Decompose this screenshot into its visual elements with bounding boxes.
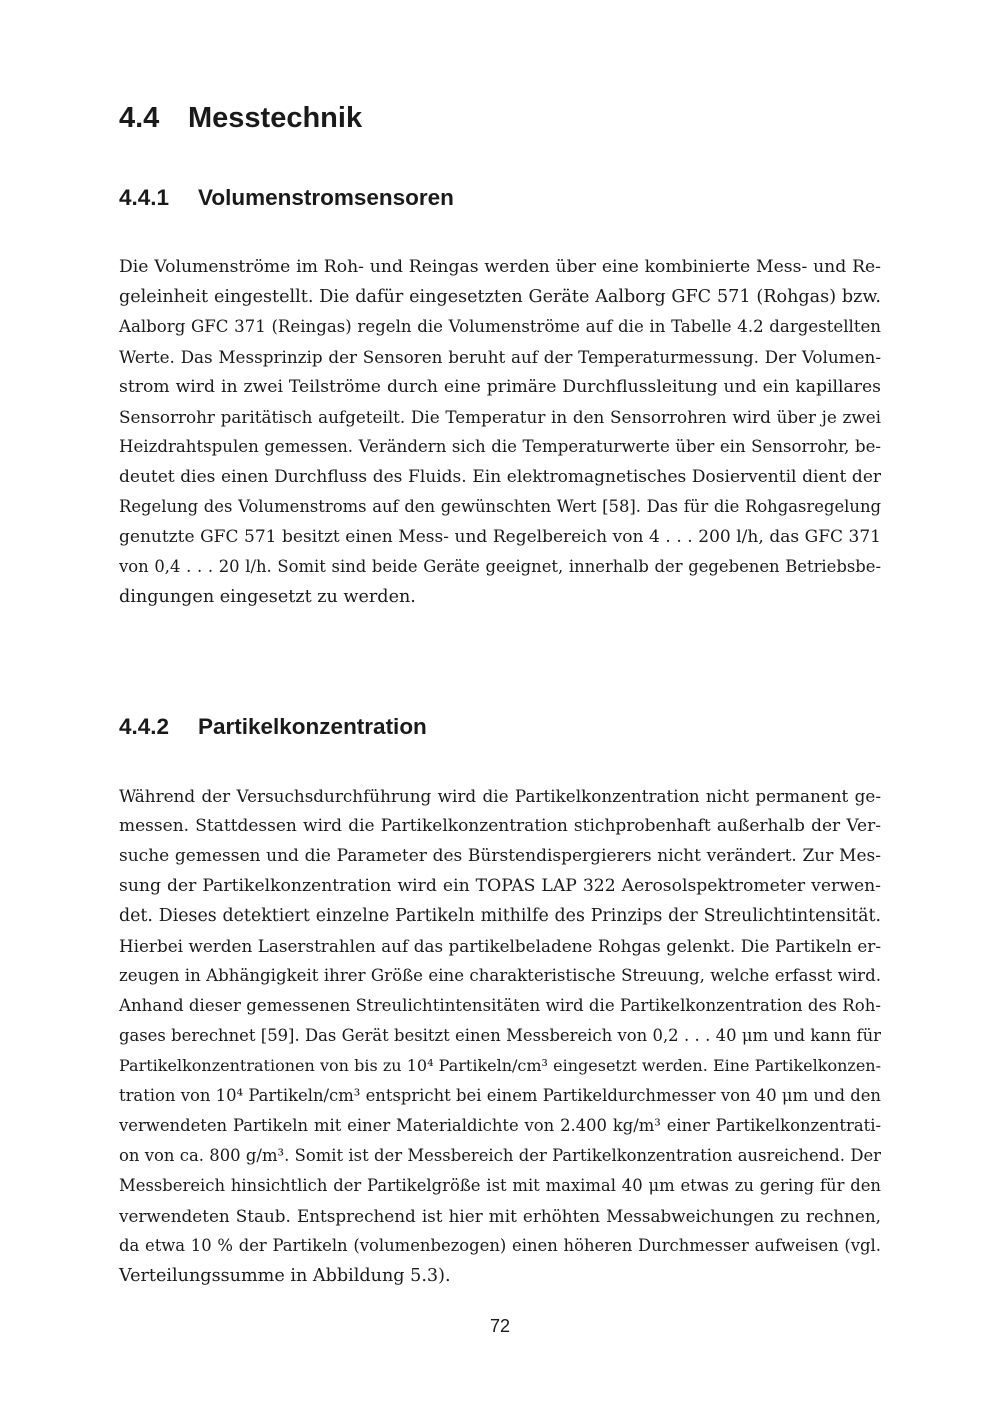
subsection-heading-partikelkonzentration — [119, 711, 427, 743]
text-line: verwendeten Staub. Entsprechend ist hier mit erhöhten Messabweichungen zu rechnen, — [119, 1206, 881, 1226]
text-line: da etwa 10 % der Partikeln (volumenbezogen) einen höheren Durchmesser aufweisen (vgl. — [119, 1236, 881, 1255]
text-line: Werte. Das Messprinzip der Sensoren beruht auf der Temperaturmessung. Der Volumen- — [119, 347, 881, 367]
text-line: strom wird in zwei Teilströme durch eine primäre Durchflussleitung und ein kapillares — [119, 377, 881, 397]
text-line: Anhand dieser gemessenen Streulichtintensitäten wird die Partikelkonzentration des Roh- — [119, 996, 881, 1015]
text-line: von 0,4 . . . 20 l/h. Somit sind beide Geräte geeignet, innerhalb der gegebenen Betriebsbe- — [119, 557, 881, 576]
text-line: Verteilungssumme in Abbildung 5.3). — [119, 1266, 451, 1286]
section-heading — [119, 98, 362, 138]
text-line: sung der Partikelkonzentration wird ein TOPAS LAP 322 Aerosolspektrometer verwen- — [119, 876, 881, 896]
text-line: Die Volumenströme im Roh- und Reingas werden über eine kombinierte Mess- und Re- — [119, 257, 881, 277]
text-line: Heizdrahtspulen gemessen. Verändern sich die Temperaturwerte über ein Sensorrohr, be- — [119, 437, 881, 456]
subsection-title: Volumenstromsensoren — [198, 185, 454, 210]
section-number: 4.4 — [119, 102, 160, 134]
text-line: dingungen eingesetzt zu werden. — [119, 587, 416, 607]
text-line: Während der Versuchsdurchführung wird die Partikelkonzentration nicht permanent ge- — [119, 786, 881, 806]
subsection-number: 4.4.2 — [119, 714, 170, 739]
text-line: Sensorrohr paritätisch aufgeteilt. Die Temperatur in den Sensorrohren wird über je zwei — [119, 407, 881, 427]
page-number: 72 — [489, 1316, 511, 1336]
text-line: tration von 10⁴ Partikeln/cm³ entspricht bei einem Partikeldurchmesser von 40 μm und den — [119, 1086, 881, 1105]
text-line: gases berechnet [59]. Das Gerät besitzt einen Messbereich von 0,2 . . . 40 μm und kann für — [119, 1026, 881, 1045]
text-line: deutet dies einen Durchfluss des Fluids. Ein elektromagnetisches Dosierventil dient der — [119, 467, 881, 487]
text-line: verwendeten Partikeln mit einer Materialdichte von 2.400 kg/m³ einer Partikelkonzentrati- — [119, 1116, 881, 1135]
subsection-heading-volumenstromsensoren — [119, 182, 454, 214]
text-line: det. Dieses detektiert einzelne Partikeln mithilfe des Prinzips der Streulichtintensität. — [119, 906, 881, 926]
text-line: geleinheit eingestellt. Die dafür eingesetzten Geräte Aalborg GFC 571 (Rohgas) bzw. — [119, 287, 881, 307]
text-line: messen. Stattdessen wird die Partikelkonzentration stichprobenhaft außerhalb der Ver- — [119, 816, 881, 836]
subsection-title: Partikelkonzentration — [198, 714, 427, 739]
subsection-number: 4.4.1 — [119, 185, 170, 210]
section-title: Messtechnik — [188, 102, 363, 134]
paragraph-volumenstromsensoren — [119, 252, 881, 612]
text-line: zeugen in Abhängigkeit ihrer Größe eine charakteristische Streuung, welche erfasst wird. — [119, 966, 881, 985]
text-line: suche gemessen und die Parameter des Bürstendispergierers nicht verändert. Zur Mes- — [119, 846, 881, 866]
text-line: Messbereich hinsichtlich der Partikelgröße ist mit maximal 40 μm etwas zu gering für den — [119, 1176, 881, 1195]
text-line: Hierbei werden Laserstrahlen auf das partikelbeladene Rohgas gelenkt. Die Partikeln er- — [119, 936, 881, 956]
paragraph-partikelkonzentration — [119, 781, 881, 1291]
text-line: genutzte GFC 571 besitzt einen Mess- und Regelbereich von 4 . . . 200 l/h, das GFC 371 — [119, 527, 881, 547]
text-line: on von ca. 800 g/m³. Somit ist der Messbereich der Partikelkonzentration ausreichend. Der — [119, 1146, 881, 1165]
text-line: Regelung des Volumenstroms auf den gewünschten Wert [58]. Das für die Rohgasregelung — [119, 497, 881, 516]
text-line: Aalborg GFC 371 (Reingas) regeln die Volumenströme auf die in Tabelle 4.2 dargestellten — [119, 317, 881, 336]
text-line: Partikelkonzentrationen von bis zu 10⁴ Partikeln/cm³ eingesetzt werden. Eine Partikelkonzen- — [119, 1056, 881, 1075]
